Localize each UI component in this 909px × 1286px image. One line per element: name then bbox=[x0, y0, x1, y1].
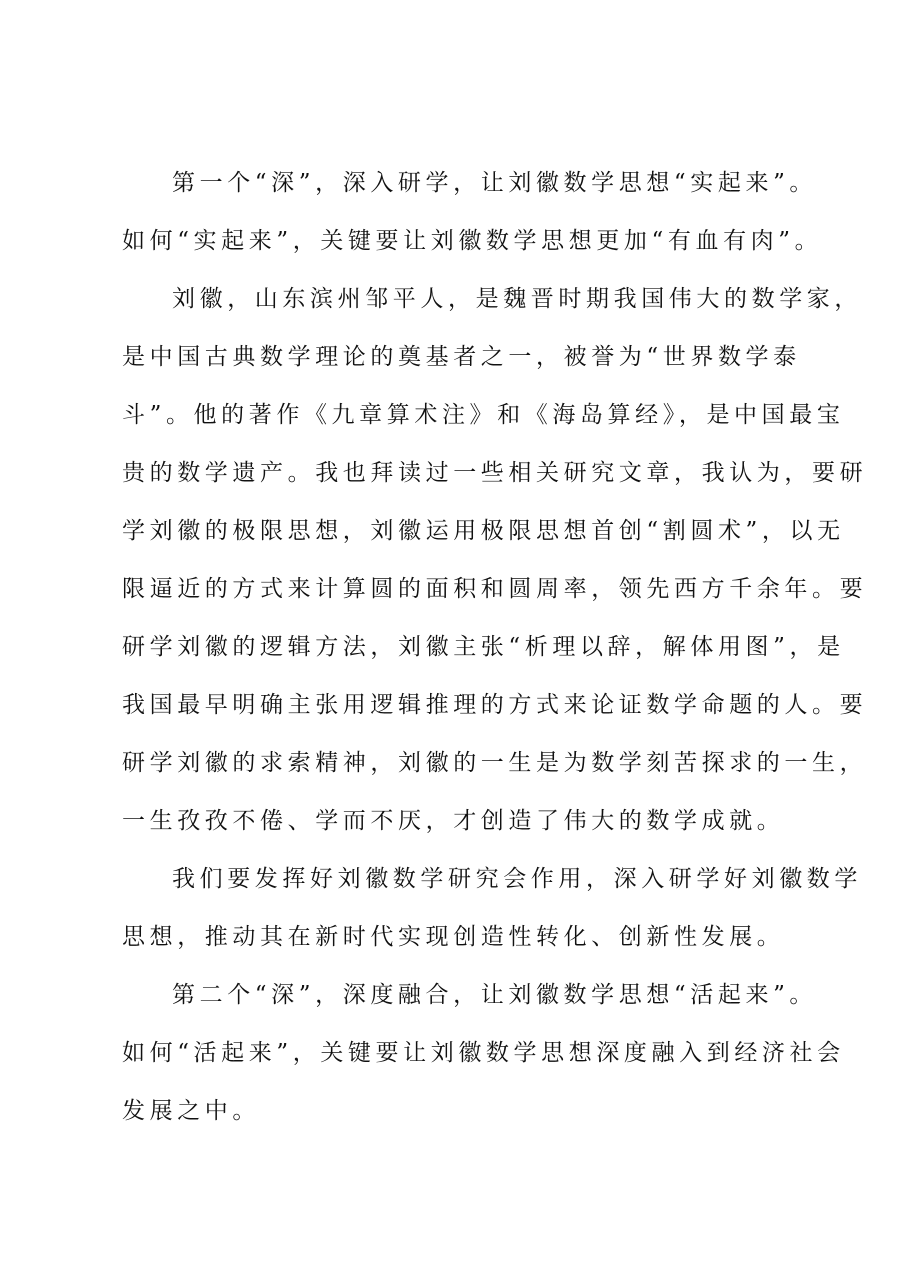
paragraph-1-line-1: 第一个“深”，深入研学，让刘徽数学思想“实起来”。 bbox=[172, 170, 818, 196]
paragraph-2-line-3: 斗”。他的著作《九章算术注》和《海岛算经》，是中国最宝 bbox=[122, 402, 845, 428]
paragraph-2-line-10: 一生孜孜不倦、学而不厌，才创造了伟大的数学成就。 bbox=[122, 808, 785, 834]
paragraph-4-line-2: 如何“活起来”，关键要让刘徽数学思想深度融入到经济社会 bbox=[122, 1040, 845, 1066]
paragraph-2-line-9: 研学刘徽的求索精神，刘徽的一生是为数学刻苦探求的一生， bbox=[122, 750, 868, 776]
paragraph-2-line-4: 贵的数学遗产。我也拜读过一些相关研究文章，我认为，要研 bbox=[122, 460, 868, 486]
paragraph-4-line-1: 第二个“深”，深度融合，让刘徽数学思想“活起来”。 bbox=[172, 982, 818, 1008]
paragraph-3-line-2: 思想，推动其在新时代实现创造性转化、创新性发展。 bbox=[122, 924, 785, 950]
paragraph-2-line-2: 是中国古典数学理论的奠基者之一，被誉为“世界数学泰 bbox=[122, 344, 801, 370]
paragraph-2-line-7: 研学刘徽的逻辑方法，刘徽主张“析理以辞，解体用图”，是 bbox=[122, 634, 845, 660]
paragraph-2-line-8: 我国最早明确主张用逻辑推理的方式来论证数学命题的人。要 bbox=[122, 692, 868, 718]
paragraph-2-line-1: 刘徽，山东滨州邹平人，是魏晋时期我国伟大的数学家， bbox=[172, 286, 862, 312]
paragraph-4-line-3: 发展之中。 bbox=[122, 1098, 260, 1124]
paragraph-2-line-5: 学刘徽的极限思想，刘徽运用极限思想首创“割圆术”，以无 bbox=[122, 518, 845, 544]
paragraph-1-line-2: 如何“实起来”，关键要让刘徽数学思想更加“有血有肉”。 bbox=[122, 228, 823, 254]
paragraph-3-line-1: 我们要发挥好刘徽数学研究会作用，深入研学好刘徽数学 bbox=[172, 866, 862, 892]
paragraph-2-line-6: 限逼近的方式来计算圆的面积和圆周率，领先西方千余年。要 bbox=[122, 576, 868, 602]
